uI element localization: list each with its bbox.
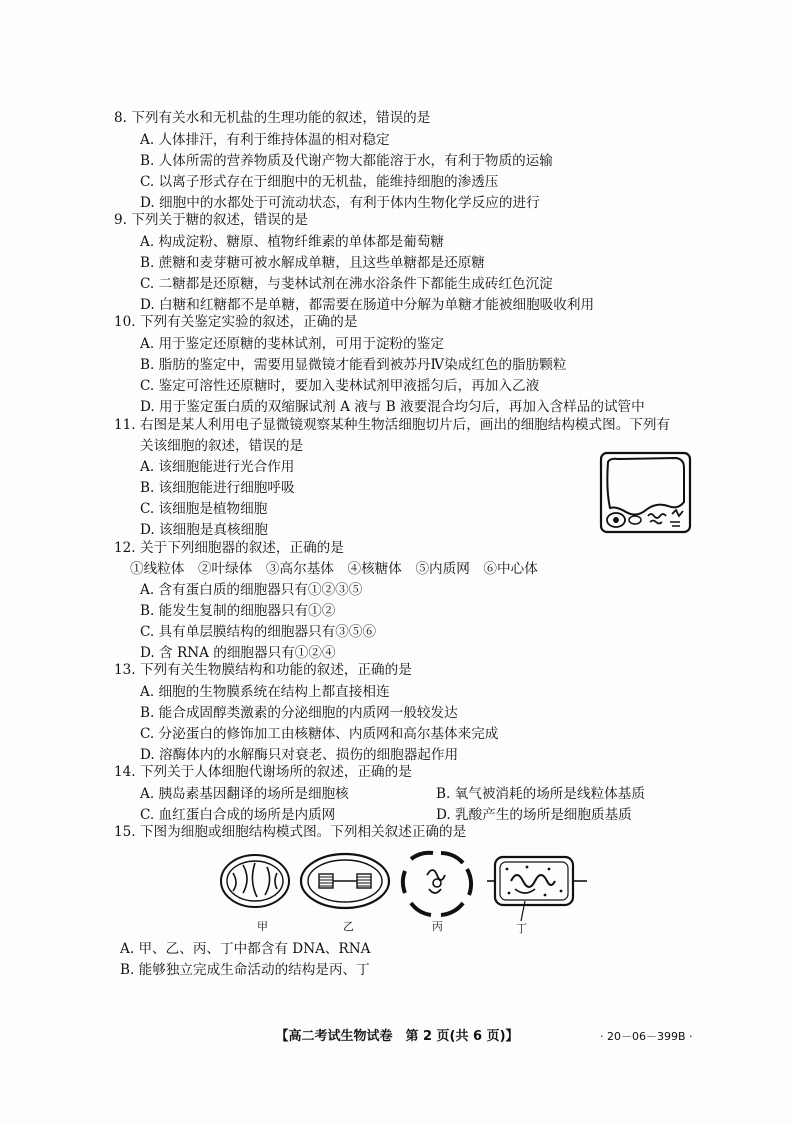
- nucleus-figure: [403, 853, 471, 915]
- q14-stem: 14. 下列关于人体细胞代谢场所的叙述，正确的是: [114, 764, 412, 780]
- q8-option-c: C. 以离子形式存在于细胞中的无机盐，能维持细胞的渗透压: [140, 174, 499, 190]
- mitochondrion-figure: [221, 855, 289, 907]
- q11-option-d: D. 该细胞是真核细胞: [140, 522, 268, 538]
- q12-option-c: C. 具有单层膜结构的细胞器只有③⑤⑥: [140, 624, 377, 640]
- q12-option-b: B. 能发生复制的细胞器只有①②: [140, 603, 336, 619]
- vacuole-outline: [607, 458, 684, 515]
- q13-option-b: B. 能合成固醇类激素的分泌细胞的内质网一般较发达: [140, 705, 458, 721]
- figure-label-yi: 乙: [343, 920, 354, 933]
- q11-option-c: C. 该细胞是植物细胞: [140, 501, 268, 517]
- q13-option-c: C. 分泌蛋白的修饰加工由核糖体、内质网和高尔基体来完成: [140, 726, 499, 742]
- golgi-cisternae: [670, 522, 680, 526]
- q15-stem: 15. 下图为细胞或细胞结构模式图。下列相关叙述正确的是: [114, 824, 467, 840]
- q9-option-c: C. 二糖都是还原糖，与斐林试剂在沸水浴条件下都能生成砖红色沉淀: [140, 276, 553, 292]
- q10-option-a: A. 用于鉴定还原糖的斐林试剂，可用于淀粉的鉴定: [140, 336, 444, 352]
- q11-stem-line2: 关该细胞的叙述，错误的是: [140, 438, 304, 454]
- q15-option-b: B. 能够独立完成生命活动的结构是丙、丁: [120, 962, 370, 978]
- q11-cell-figure: [598, 450, 693, 535]
- chloroplast-figure: [301, 854, 389, 908]
- bacterium-figure: [487, 857, 587, 921]
- q15-option-a: A. 甲、乙、丙、丁中都含有 DNA、RNA: [120, 941, 371, 957]
- endoplasmic-reticulum-shape: [648, 514, 666, 518]
- q13-option-d: D. 溶酶体内的水解酶只对衰老、损伤的细胞器起作用: [140, 747, 459, 763]
- q9-option-d: D. 白糖和红糖都不是单糖，都需要在肠道中分解为单糖才能被细胞吸收利用: [140, 297, 595, 313]
- q10-option-c: C. 鉴定可溶性还原糖时，要加入斐林试剂甲液摇匀后，再加入乙液: [140, 378, 540, 394]
- q8-option-d: D. 细胞中的水都处于可流动状态，有利于体内生物化学反应的进行: [140, 195, 540, 211]
- q13-stem: 13. 下列有关生物膜结构和功能的叙述，正确的是: [114, 662, 412, 678]
- mitochondrion-shape: [629, 516, 641, 524]
- q8-stem: 8. 下列有关水和无机盐的生理功能的叙述，错误的是: [114, 110, 431, 126]
- q9-stem: 9. 下列关于糖的叙述，错误的是: [114, 212, 309, 228]
- q12-organelle-list: ①线粒体 ②叶绿体 ③高尔基体 ④核糖体 ⑤内质网 ⑥中心体: [130, 561, 538, 577]
- q10-stem: 10. 下列有关鉴定实验的叙述，正确的是: [114, 314, 358, 330]
- q9-option-a: A. 构成淀粉、糖原、植物纤维素的单体都是葡萄糖: [140, 234, 444, 250]
- q11-stem-line1: 11. 右图是某人利用电子显微镜观察某种生物活细胞切片后，画出的细胞结构模式图。下列有: [114, 417, 671, 433]
- q9-option-b: B. 蔗糖和麦芽糖可被水解成单糖，且这些单糖都是还原糖: [140, 255, 485, 271]
- q11-option-b: B. 该细胞能进行细胞呼吸: [140, 480, 295, 496]
- q11-option-a: A. 该细胞能进行光合作用: [140, 459, 295, 475]
- er-fold: [650, 521, 662, 524]
- q12-option-a: A. 含有蛋白质的细胞器只有①②③⑤: [140, 582, 363, 598]
- q15-figure-row: [215, 845, 595, 935]
- figure-label-jia: 甲: [257, 920, 268, 933]
- figure-label-ding: 丁: [516, 922, 527, 935]
- q14-option-d: D. 乳酸产生的场所是细胞质基质: [436, 807, 632, 823]
- page-footer-code: · 20－06－399B ·: [600, 1030, 693, 1043]
- nucleolus-dot: [613, 517, 619, 523]
- q8-option-b: B. 人体所需的营养物质及代谢产物大都能溶于水，有利于物质的运输: [140, 153, 553, 169]
- q8-option-a: A. 人体排汗，有利于维持体温的相对稳定: [140, 132, 390, 148]
- q10-option-b: B. 脂肪的鉴定中，需要用显微镜才能看到被苏丹Ⅳ染成红色的脂肪颗粒: [140, 357, 567, 373]
- q13-option-a: A. 细胞的生物膜系统在结构上都直接相连: [140, 684, 390, 700]
- q12-option-d: D. 含 RNA 的细胞器只有①②④: [140, 645, 336, 661]
- golgi-shape: [672, 510, 683, 516]
- q10-option-d: D. 用于鉴定蛋白质的双缩脲试剂 A 液与 B 液要混合均匀后，再加入含样品的试管中: [140, 399, 645, 415]
- page-footer-title: 【高二考试生物试卷 第 2 页(共 6 页)】: [275, 1029, 519, 1044]
- q14-option-c: C. 血红蛋白合成的场所是内质网: [140, 807, 336, 823]
- q14-option-a: A. 胰岛素基因翻译的场所是细胞核: [140, 786, 349, 802]
- q12-stem: 12. 关于下列细胞器的叙述，正确的是: [114, 540, 344, 556]
- q14-option-b: B. 氧气被消耗的场所是线粒体基质: [436, 786, 645, 802]
- figure-label-bing: 丙: [432, 920, 443, 933]
